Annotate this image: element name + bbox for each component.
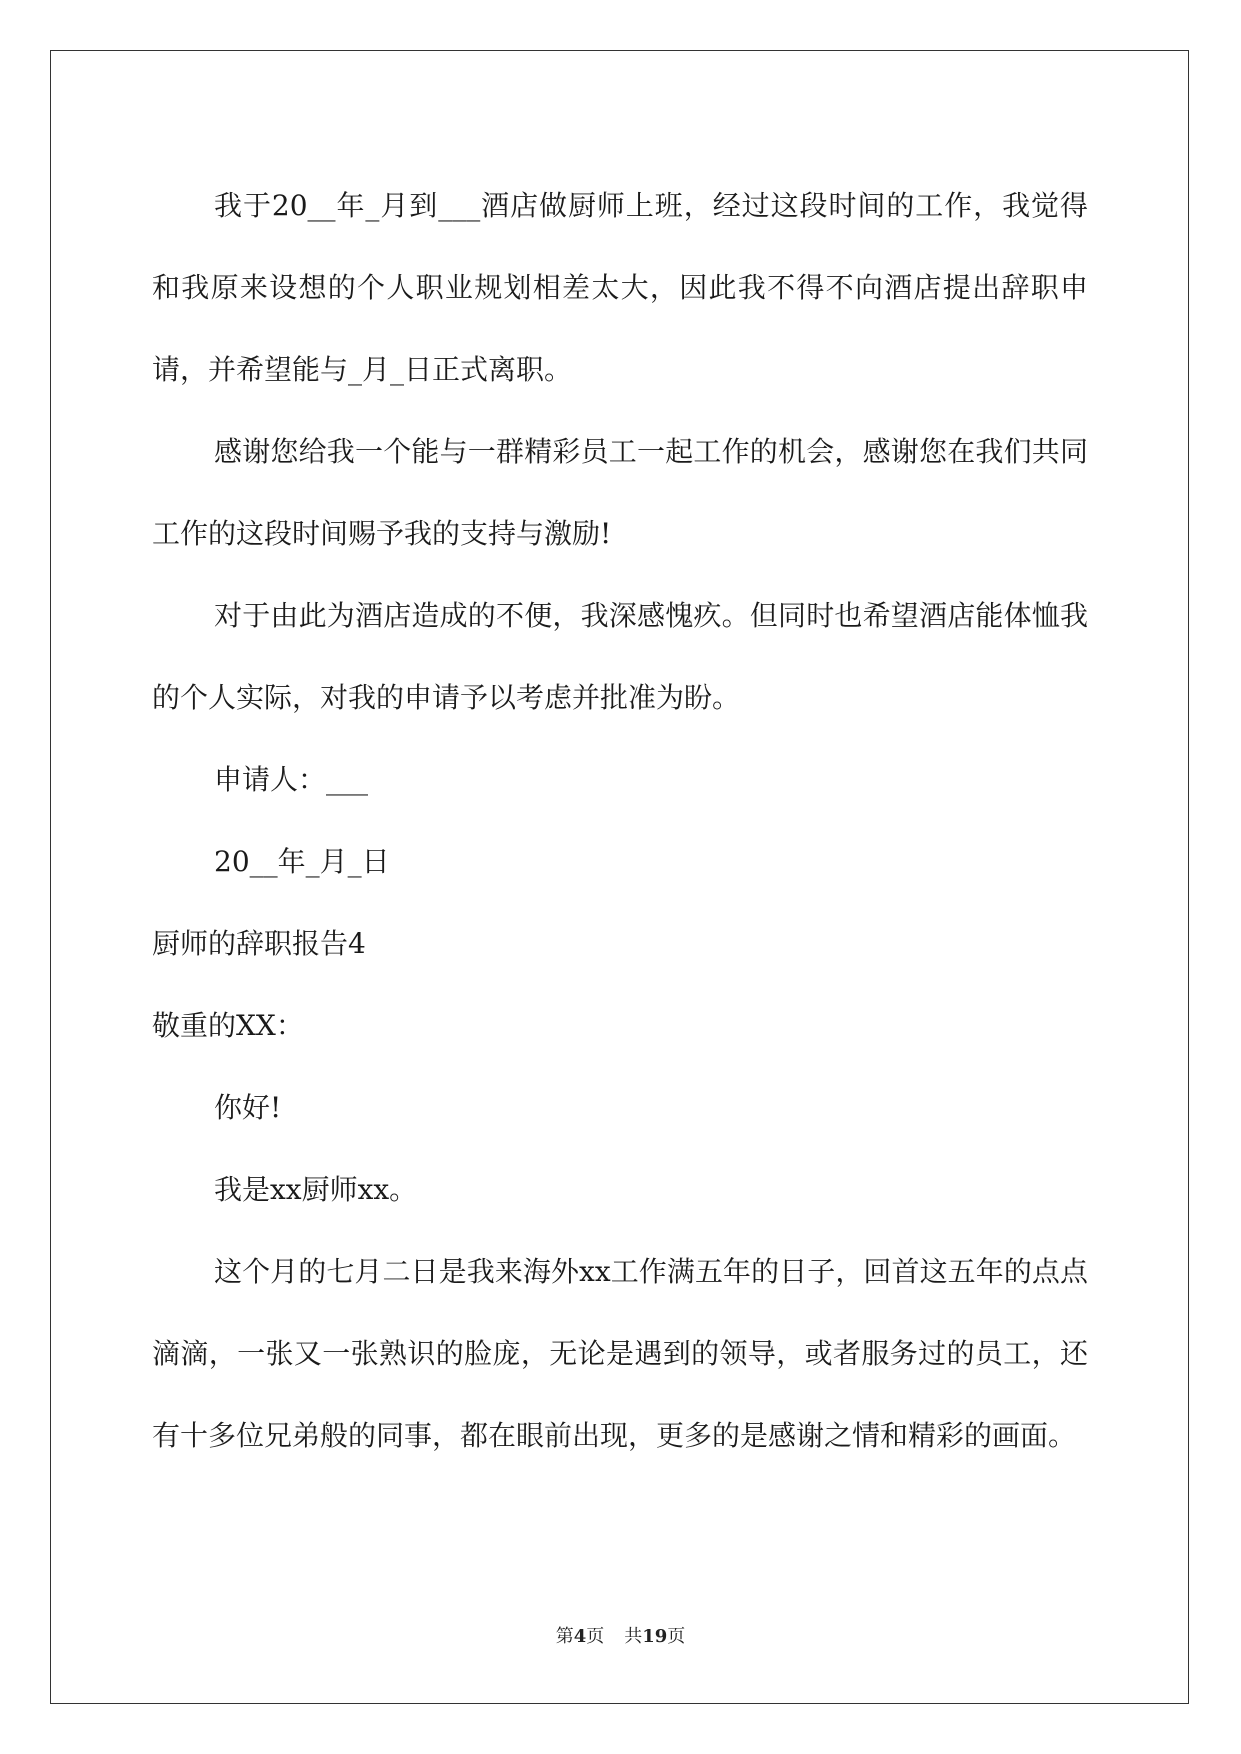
paragraph-thanks: 感谢您给我一个能与一群精彩员工一起工作的机会，感谢您在我们共同工作的这段时间赐予我的支持与激励!	[152, 435, 1088, 550]
footer-prefix: 第	[555, 1626, 574, 1647]
salutation: 敬重的XX：	[152, 1009, 304, 1042]
document-body	[152, 165, 1088, 1477]
total-pages-number: 19	[642, 1626, 668, 1647]
paragraph-apology: 对于由此为酒店造成的不便，我深感愧疚。但同时也希望酒店能体恤我的个人实际，对我的申请予以考虑并批准为盼。	[152, 599, 1088, 714]
page-footer	[0, 1622, 1241, 1648]
self-introduction: 我是xx厨师xx。	[214, 1173, 418, 1206]
section-heading: 厨师的辞职报告4	[152, 927, 366, 960]
footer-total-suffix: 页	[667, 1626, 686, 1647]
paragraph-resignation-request: 我于20__年_月到___酒店做厨师上班，经过这段时间的工作，我觉得和我原来设想的个人职业规划相差太大，因此我不得不向酒店提出辞职申请，并希望能与_月_日正式离职。	[152, 189, 1088, 386]
greeting: 你好!	[214, 1091, 282, 1124]
current-page-number: 4	[573, 1626, 587, 1647]
date-line: 20__年_月_日	[214, 845, 390, 878]
footer-total-prefix: 共	[624, 1626, 643, 1647]
applicant-line: 申请人：___	[214, 763, 369, 796]
paragraph-reflection: 这个月的七月二日是我来海外xx工作满五年的日子，回首这五年的点点滴滴，一张又一张熟识的脸庞，无论是遇到的领导，或者服务过的员工，还有十多位兄弟般的同事，都在眼前出现，更多的是感谢之情和精彩的画面。	[152, 1255, 1088, 1452]
footer-page-word: 页	[586, 1626, 605, 1647]
